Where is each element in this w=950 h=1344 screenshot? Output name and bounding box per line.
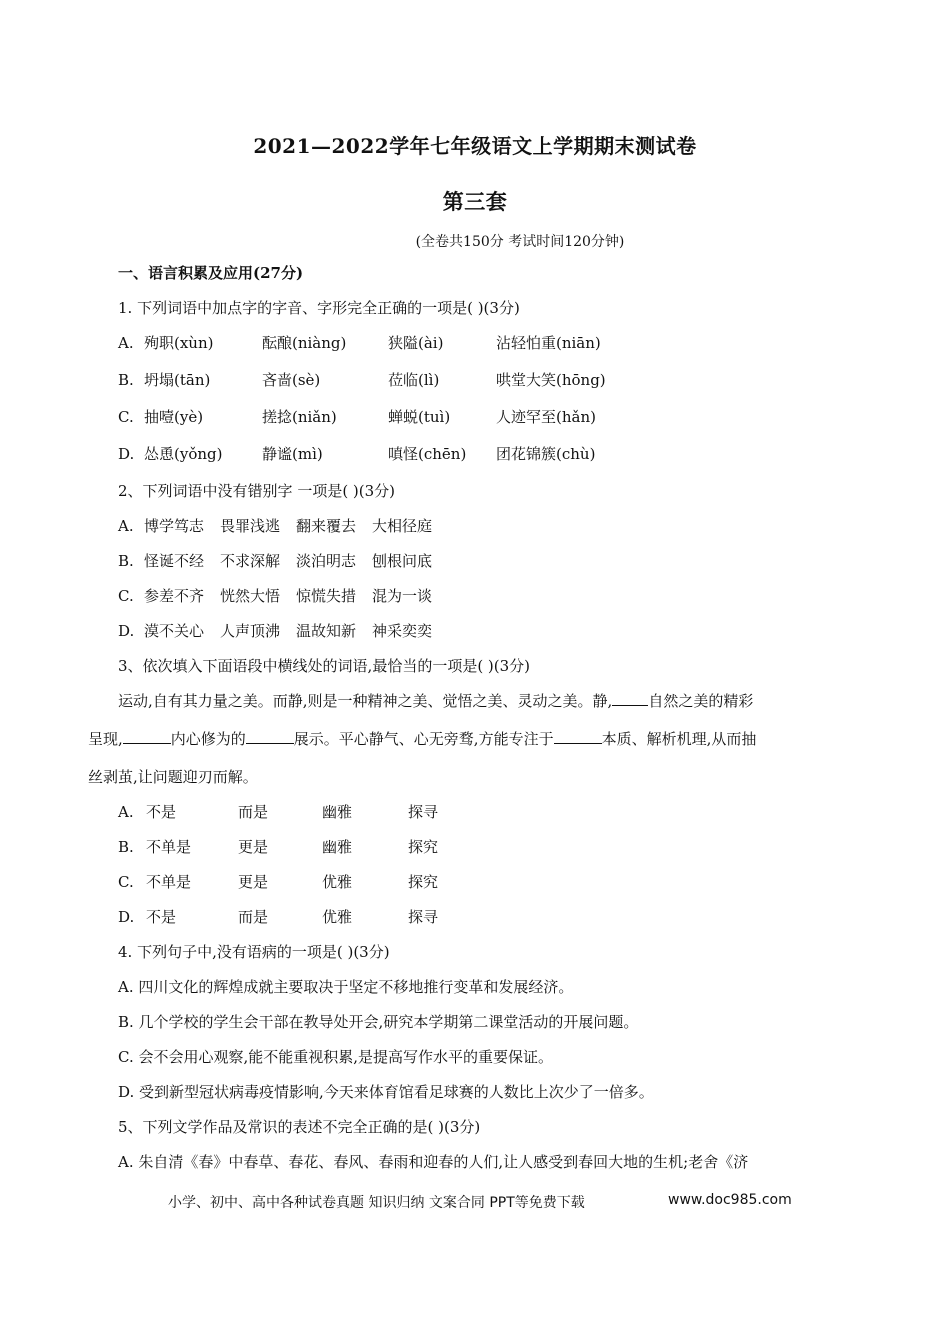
option-word: 幽雅 (322, 838, 353, 856)
option-label: B. (118, 552, 134, 570)
question-3-option-b (118, 836, 438, 857)
option-label: D. (118, 445, 135, 463)
question-1-option-d (118, 443, 595, 464)
option-word: 沾轻怕重(niān) (496, 334, 601, 352)
fill-blank (554, 729, 602, 744)
question-3-passage-line-2 (88, 728, 756, 749)
option-word: 幽雅 (322, 803, 353, 821)
option-word: 蝉蜕(tuì) (388, 408, 451, 426)
question-5-option-a: A. 朱自清《春》中春草、春花、春风、春雨和迎春的人们,让人感受到春回大地的生机;老舍《济 (118, 1153, 749, 1171)
option-word: 更是 (238, 838, 269, 856)
option-label: A. (118, 517, 134, 535)
option-word: 淡泊明志 (296, 552, 357, 570)
option-word: 不是 (146, 908, 177, 926)
option-word: 抽噎(yè) (144, 408, 204, 426)
option-word: 团花锦簇(chù) (496, 445, 596, 463)
option-word: 人迹罕至(hǎn) (496, 408, 596, 426)
option-word: 混为一谈 (372, 587, 433, 605)
option-word: 莅临(lì) (388, 371, 440, 389)
option-word: 博学笃志 (144, 517, 205, 535)
option-word: 大相径庭 (372, 517, 433, 535)
option-label: D. (118, 908, 135, 926)
option-word: 坍塌(tān) (144, 371, 211, 389)
option-word: 殉职(xùn) (144, 334, 214, 352)
option-word: 畏罪浅逃 (220, 517, 281, 535)
option-word: 参差不齐 (144, 587, 205, 605)
option-word: 不是 (146, 803, 177, 821)
question-2-option-b (118, 550, 448, 571)
question-4-option-a: A. 四川文化的辉煌成就主要取决于坚定不移地推行变革和发展经济。 (118, 978, 574, 996)
option-word: 而是 (238, 908, 269, 926)
passage-text: 本质、解析机理,从而抽 (601, 730, 757, 748)
option-label: C. (118, 873, 134, 891)
question-3-option-d (118, 906, 438, 927)
section-heading: 一、语言积累及应用(27分) (118, 264, 304, 282)
option-word: 不求深解 (220, 552, 281, 570)
option-label: C. (118, 587, 134, 605)
option-word: 不单是 (146, 873, 192, 891)
question-1-option-b (118, 369, 606, 390)
option-word: 静谧(mì) (262, 445, 323, 463)
passage-text: 自然之美的精彩 (648, 692, 754, 710)
footer-website[interactable]: www.doc985.com (668, 1192, 792, 1208)
question-2-option-d (118, 620, 448, 641)
question-3-stem: 3、依次填入下面语段中横线处的词语,最恰当的一项是( )(3分) (118, 657, 531, 675)
fill-blank (612, 691, 648, 706)
option-word: 优雅 (322, 908, 353, 926)
exam-note: (全卷共150分 考试时间120分钟) (415, 234, 625, 250)
fill-blank (123, 729, 171, 744)
option-label: B. (118, 838, 134, 856)
option-word: 探寻 (408, 803, 439, 821)
option-word: 狭隘(ài) (388, 334, 444, 352)
fill-blank (246, 729, 294, 744)
question-1-option-a (118, 332, 601, 353)
option-word: 探究 (408, 838, 439, 856)
option-word: 吝啬(sè) (262, 371, 321, 389)
footer-promo-text: 小学、初中、高中各种试卷真题 知识归纳 文案合同 PPT等免费下载 (168, 1195, 585, 1211)
page-title: 2021—2022学年七年级语文上学期期末测试卷 (253, 134, 697, 158)
passage-text: 内心修为的 (170, 730, 246, 748)
option-label: C. (118, 408, 134, 426)
question-5-stem: 5、下列文学作品及常识的表述不完全正确的是( )(3分) (118, 1118, 481, 1136)
question-3-option-a (118, 801, 438, 822)
option-word: 怂恿(yǒng) (144, 445, 223, 463)
option-word: 优雅 (322, 873, 353, 891)
option-label: B. (118, 371, 134, 389)
option-word: 而是 (238, 803, 269, 821)
question-2-stem: 2、下列词语中没有错别字 一项是( )(3分) (118, 482, 396, 500)
option-word: 探究 (408, 873, 439, 891)
option-word: 恍然大悟 (220, 587, 281, 605)
question-3-option-c (118, 871, 438, 892)
question-3-passage-line-1 (118, 690, 753, 711)
option-word: 怪诞不经 (144, 552, 205, 570)
question-4-option-d: D. 受到新型冠状病毒疫情影响,今天来体育馆看足球赛的人数比上次少了一倍多。 (118, 1083, 654, 1101)
option-word: 搓捻(niǎn) (262, 408, 337, 426)
option-label: A. (118, 803, 134, 821)
option-word: 刨根问底 (372, 552, 433, 570)
question-4-option-b: B. 几个学校的学生会干部在教导处开会,研究本学期第二课堂活动的开展问题。 (118, 1013, 639, 1031)
option-word: 哄堂大笑(hōng) (496, 371, 606, 389)
option-word: 酝酿(niàng) (262, 334, 347, 352)
option-word: 嗔怪(chēn) (388, 445, 467, 463)
question-1-option-c (118, 406, 596, 427)
option-word: 漠不关心 (144, 622, 205, 640)
passage-text: 呈现, (88, 730, 123, 748)
question-4-option-c: C. 会不会用心观察,能不能重视积累,是提高写作水平的重要保证。 (118, 1048, 554, 1066)
page-subtitle: 第三套 (442, 189, 508, 214)
option-label: D. (118, 622, 135, 640)
option-word: 不单是 (146, 838, 192, 856)
passage-text: 运动,自有其力量之美。而静,则是一种精神之美、觉悟之美、灵动之美。静, (118, 692, 613, 710)
passage-text: 展示。平心静气、心无旁骛,方能专注于 (293, 730, 554, 748)
option-word: 温故知新 (296, 622, 357, 640)
question-1-stem: 1. 下列词语中加点字的字音、字形完全正确的一项是( )(3分) (118, 299, 520, 317)
option-word: 探寻 (408, 908, 439, 926)
question-4-stem: 4. 下列句子中,没有语病的一项是( )(3分) (118, 943, 390, 961)
option-word: 神采奕奕 (372, 622, 433, 640)
option-word: 更是 (238, 873, 269, 891)
question-3-passage-line-3: 丝剥茧,让问题迎刃而解。 (88, 768, 258, 786)
option-word: 惊慌失措 (296, 587, 357, 605)
question-2-option-a (118, 515, 448, 536)
option-word: 人声顶沸 (220, 622, 281, 640)
option-word: 翻来覆去 (296, 517, 357, 535)
question-2-option-c (118, 585, 448, 606)
option-label: A. (118, 334, 134, 352)
